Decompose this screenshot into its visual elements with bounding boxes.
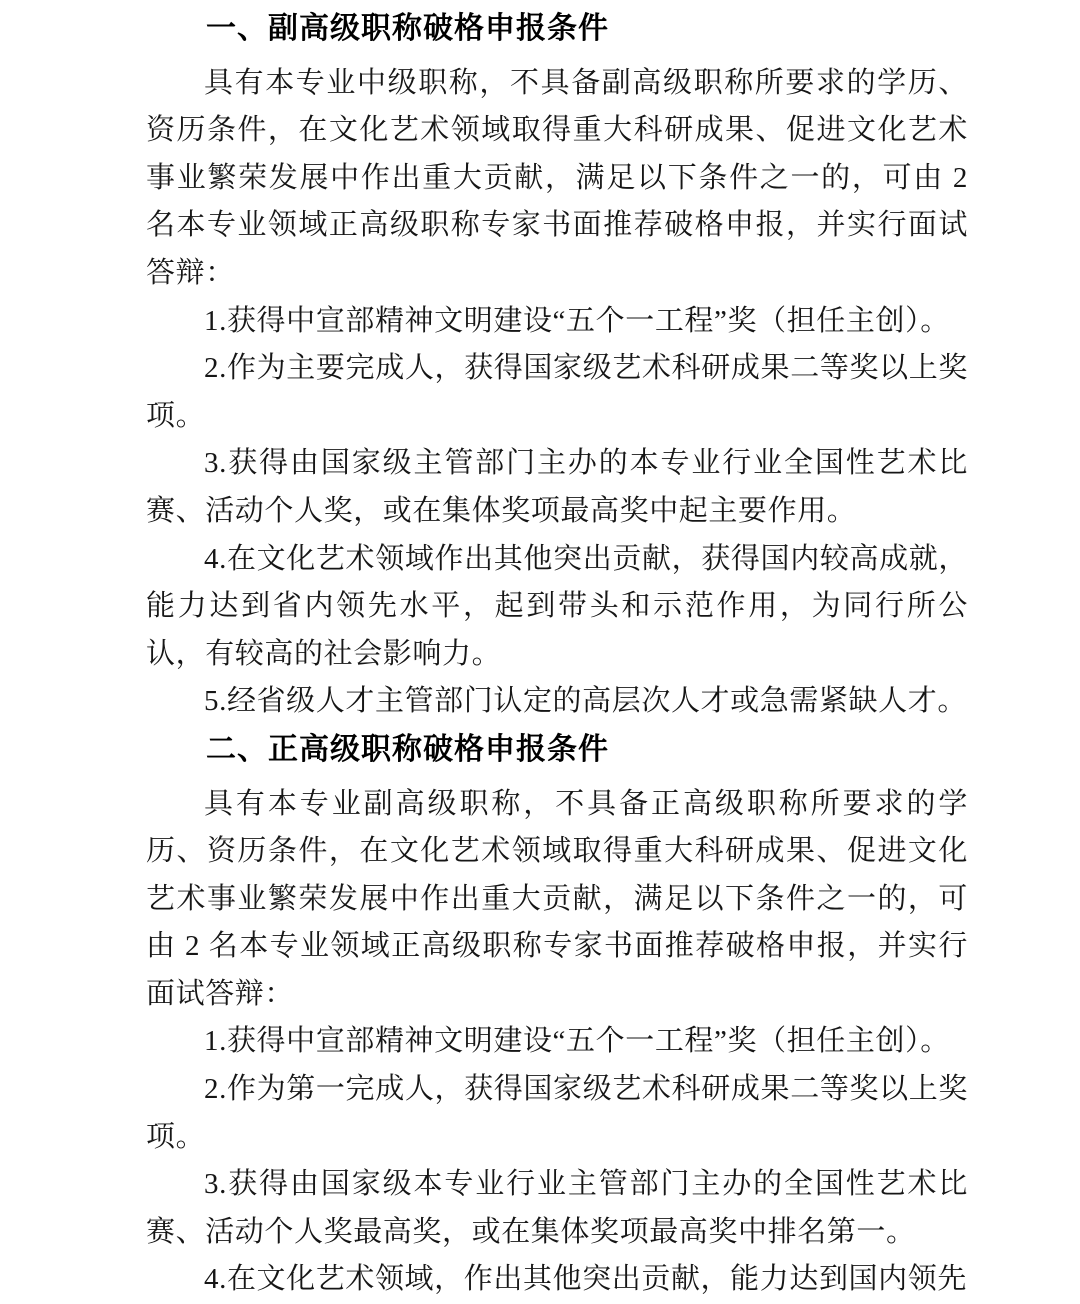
section-1-item-3: 3.获得由国家级主管部门主办的本专业行业全国性艺术比赛、活动个人奖，或在集体奖项最高奖中起主要作用。 [146, 447, 968, 527]
section-2-item-4: 4.在文化艺术领域，作出其他突出贡献，能力达到国内领先 [204, 1263, 967, 1296]
section-1-item-5: 5.经省级人才主管部门认定的高层次人才或急需紧缺人才。 [204, 685, 967, 718]
section-2-heading: 二、正高级职称破格申报条件 [206, 732, 609, 766]
section-1-item-2: 2.作为主要完成人，获得国家级艺术科研成果二等奖以上奖项。 [146, 352, 968, 432]
section-1-item-4: 4.在文化艺术领域作出其他突出贡献，获得国内较高成就，能力达到省内领先水平，起到带头和示范作用，为同行所公认，有较高的社会影响力。 [146, 542, 968, 670]
section-1-heading: 一、副高级职称破格申报条件 [206, 12, 609, 45]
section-full-senior [146, 726, 968, 1304]
section-2-item-2: 2.作为第一完成人，获得国家级艺术科研成果二等奖以上奖项。 [146, 1073, 968, 1153]
section-1-intro-paragraph: 具有本专业中级职称，不具备副高级职称所要求的学历、资历条件，在文化艺术领域取得重大科研成果、促进文化艺术事业繁荣发展中作出重大贡献，满足以下条件之一的，可由 2 名本专业领域正高级职称专家书面推荐破格申报，并实行面试答辩： [146, 66, 968, 289]
section-deputy-senior [146, 5, 968, 726]
section-1-item-1: 1.获得中宣部精神文明建设“五个一工程”奖（担任主创）。 [204, 304, 950, 337]
section-2-intro-paragraph: 具有本专业副高级职称，不具备正高级职称所要求的学历、资历条件，在文化艺术领域取得重大科研成果、促进文化艺术事业繁荣发展中作出重大贡献，满足以下条件之一的，可由 2 名本专业领域正高级职称专家书面推荐破格申报，并实行面试答辩： [146, 787, 968, 1010]
section-2-item-3: 3.获得由国家级本专业行业主管部门主办的全国性艺术比赛、活动个人奖最高奖，或在集体奖项最高奖中排名第一。 [146, 1168, 968, 1248]
section-2-item-1: 1.获得中宣部精神文明建设“五个一工程”奖（担任主创）。 [204, 1025, 950, 1058]
